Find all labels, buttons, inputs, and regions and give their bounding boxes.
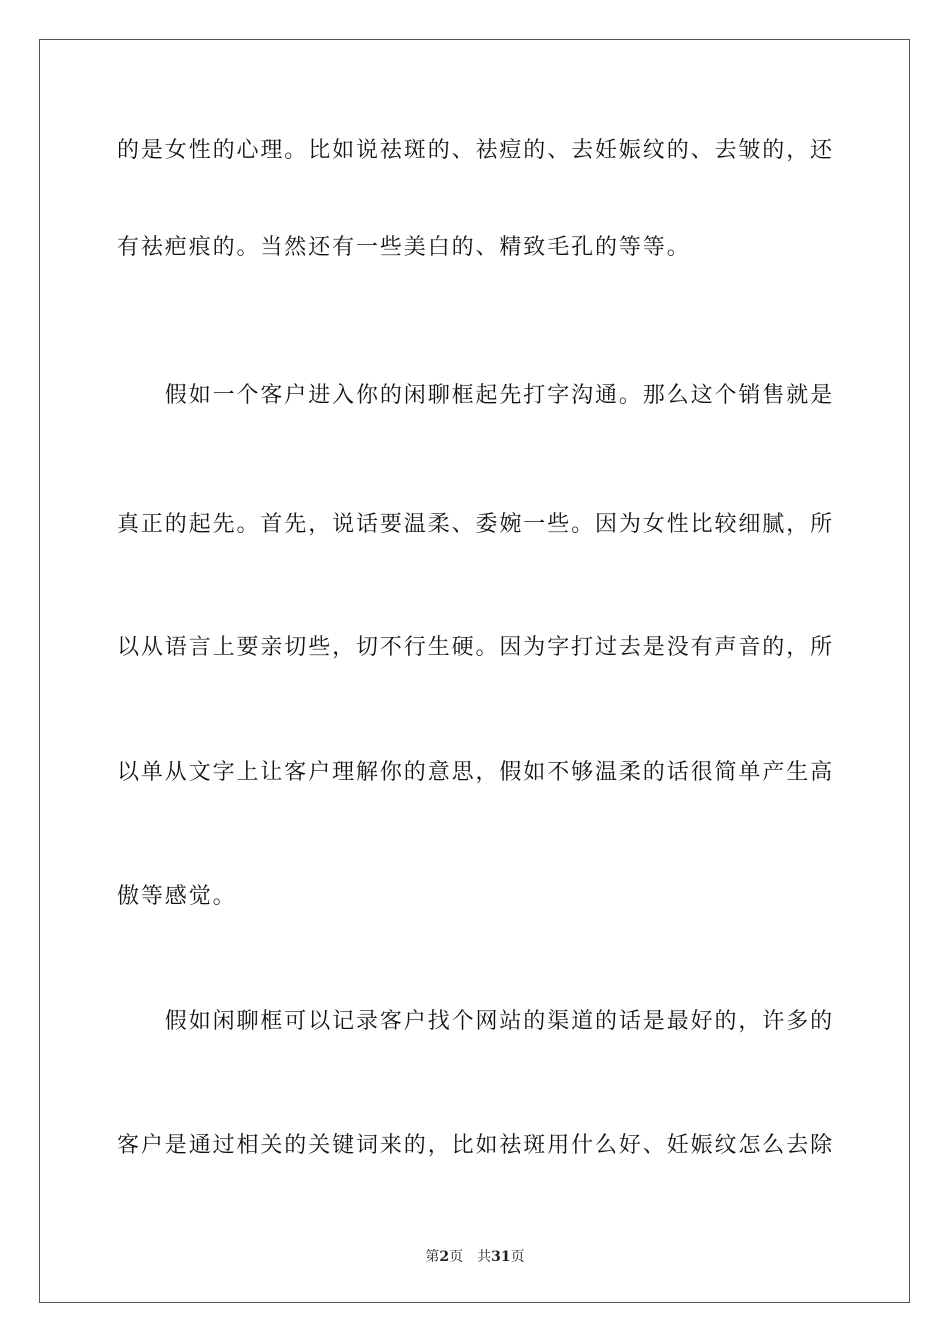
page-number: 2 — [439, 1249, 450, 1265]
text-line: 以从语言上要亲切些，切不行生硬。因为字打过去是没有声音的，所 — [117, 635, 835, 660]
text-line: 傲等感觉。 — [117, 884, 237, 909]
text-line: 假如闲聊框可以记录客户找个网站的渠道的话是最好的，许多的 — [117, 1009, 835, 1034]
total-prefix: 共 — [477, 1249, 492, 1265]
text-line: 客户是通过相关的关键词来的，比如祛斑用什么好、妊娠纹怎么去除 — [117, 1133, 835, 1158]
page-border — [39, 39, 910, 1303]
text-line: 真正的起先。首先，说话要温柔、委婉一些。因为女性比较细腻，所 — [117, 512, 835, 537]
text-line: 假如一个客户进入你的闲聊框起先打字沟通。那么这个销售就是 — [117, 383, 835, 408]
total-suffix: 页 — [510, 1249, 525, 1265]
page-suffix: 页 — [449, 1249, 464, 1265]
page-prefix: 第 — [425, 1249, 440, 1265]
text-line: 的是女性的心理。比如说祛斑的、祛痘的、去妊娠纹的、去皱的，还 — [117, 138, 835, 163]
text-line: 以单从文字上让客户理解你的意思，假如不够温柔的话很简单产生高 — [117, 760, 835, 785]
text-line: 有祛疤痕的。当然还有一些美白的、精致毛孔的等等。 — [117, 235, 691, 260]
total-pages: 31 — [491, 1249, 511, 1265]
page-footer — [0, 1247, 950, 1267]
